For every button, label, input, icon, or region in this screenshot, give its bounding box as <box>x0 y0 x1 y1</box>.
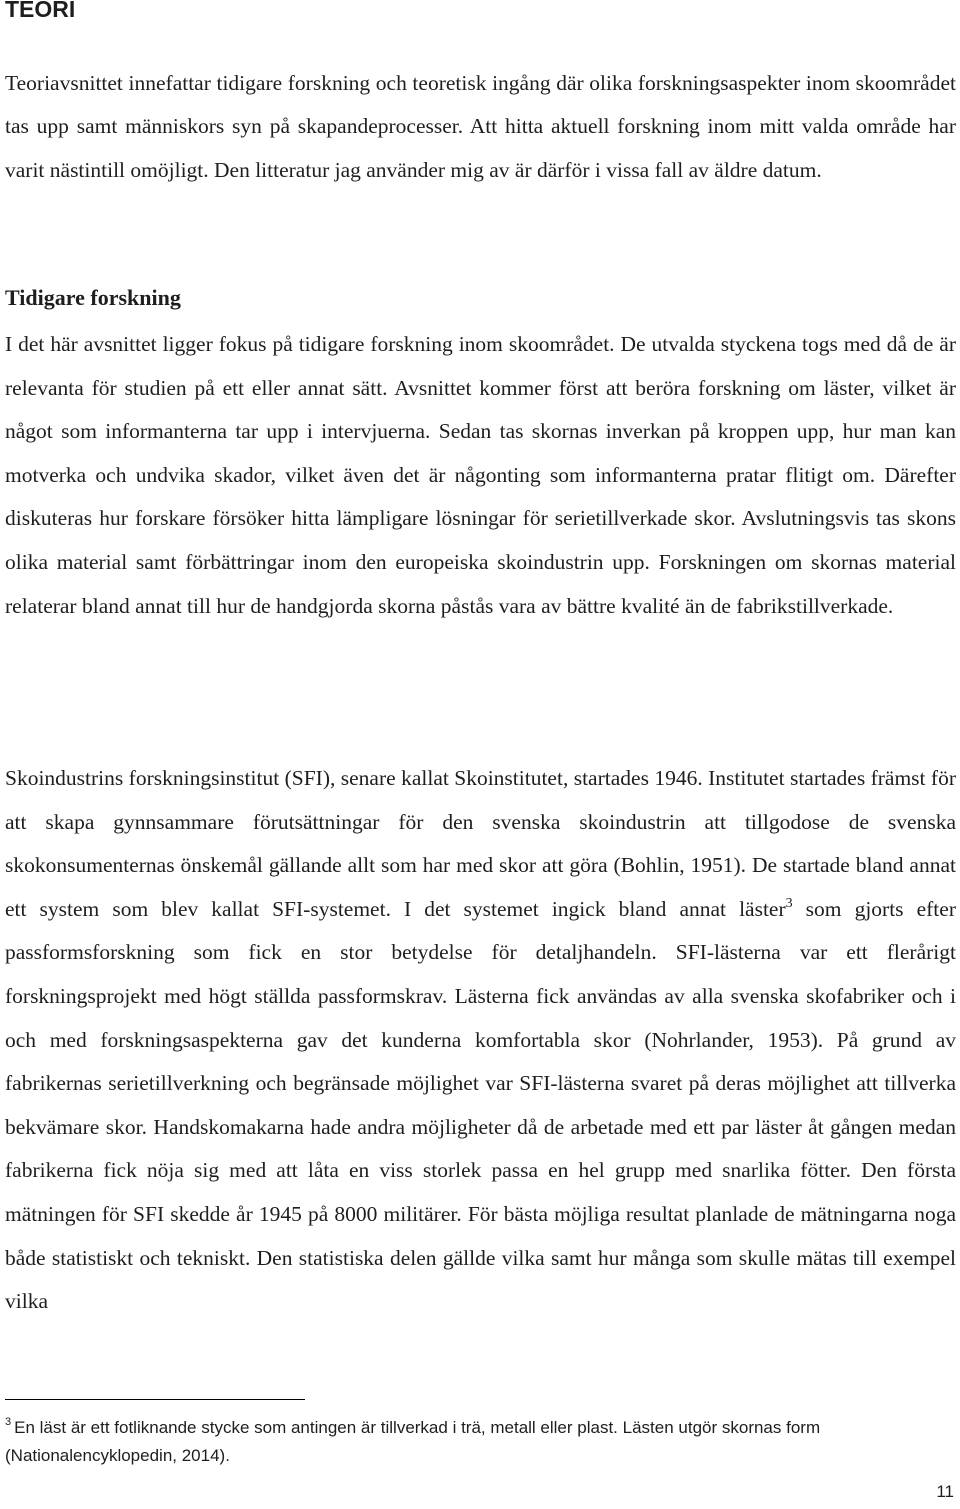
section-heading: TEORI <box>5 0 76 22</box>
paragraph-text-part-1: Skoindustrins forskningsinstitut (SFI), senare kallat Skoinstitutet, startades 1946. Institutet startades främst för att skapa gynnsammare förutsättningar för den svenska skoindustrin att tillgodose de svenska skokonsumenternas önskemål gällande allt som har med skor att göra (Bohlin, 1951). De startade bland annat ett system som blev kallat SFI-systemet. I det systemet ingick bland annat läster <box>5 766 956 921</box>
page-number: 11 <box>936 1482 954 1501</box>
footnote <box>5 1414 945 1470</box>
intro-paragraph: Teoriavsnittet innefattar tidigare forskning och teoretisk ingång där olika forskningsaspekter inom skoområdet tas upp samt människors syn på skapandeprocesser. Att hitta aktuell forskning inom mitt valda område har varit nästintill omöjligt. Den litteratur jag använder mig av är därför i vissa fall av äldre datum. <box>5 71 956 182</box>
footnote-text: En läst är ett fotliknande stycke som antingen är tillverkad i trä, metall eller plast. Lästen utgör skornas form (Nationalencyklopedin, 2014). <box>5 1418 821 1465</box>
paragraph-previous-research: I det här avsnittet ligger fokus på tidigare forskning inom skoområdet. De utvalda styckena togs med då de är relevanta för studien på ett eller annat sätt. Avsnittet kommer först att beröra forskning om läster, vilket är något som informanterna tar upp i intervjuerna. Sedan tas skornas inverkan på kroppen upp, hur man kan motverka och undvika skador, vilket även det är någonting som informanterna pratar flitigt om. Därefter diskuteras hur forskare försöker hitta lämpligare lösningar för serietillverkade skor. Avslutningsvis tas skons olika material samt förbättringar inom den europeiska skoindustrin upp. Forskningen om skornas material relaterar bland annat till hur de handgjorda skorna påstås vara av bättre kvalité än de fabrikstillverkade. <box>5 332 956 618</box>
paragraph-text-part-2: som gjorts efter passformsforskning som fick en stor betydelse för detaljhandeln. SFI-lästerna var ett flerårigt forskningsprojekt med högt ställda passformskrav. Lästerna fick användas av alla svenska skofabriker och i och med forskningsaspekterna gav det kunderna komfortabla skor (Nohrlander, 1953). På grund av fabrikernas serietillverkning och begränsade möjlighet var SFI-lästerna svaret på deras möjlighet att tillverka bekvämare skor. Handskomakarna hade andra möjligheter då de arbetade med ett par läster åt gången medan fabrikerna fick nöja sig med att låta en viss storlek passa en hel grupp med snarlika fötter. Den första mätningen för SFI skedde år 1945 på 8000 militärer. För bästa möjliga resultat planlade de mätningarna noga både statistiskt och tekniskt. Den statistiska delen gällde vilka samt hur många som skulle mätas till exempel vilka <box>5 896 956 1314</box>
footnote-number: 3 <box>5 1416 12 1428</box>
subsection-heading: Tidigare forskning <box>5 285 181 310</box>
footnote-reference[interactable]: 3 <box>785 895 793 911</box>
paragraph-shoe-institute <box>5 757 956 1324</box>
footnote-separator <box>5 1399 305 1400</box>
